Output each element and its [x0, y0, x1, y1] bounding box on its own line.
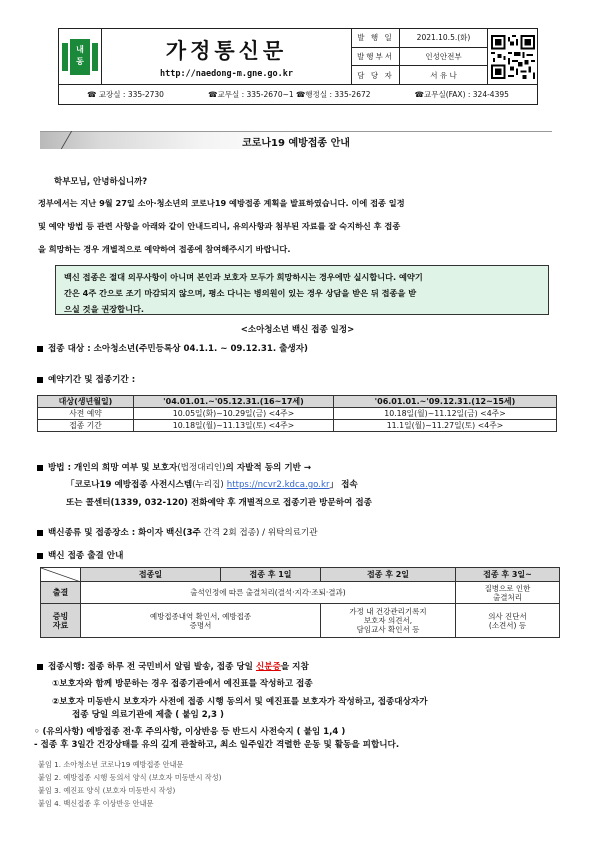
school-logo: 내 동	[59, 29, 101, 84]
method-callcenter-line: 또는 콜센터(1339, 032-120) 전화예약 후 개별적으로 접종기관 방문하여 접종	[66, 498, 372, 508]
caution-note: - 접종 후 3일간 건강상태를 유의 깊게 관찰하고, 최소 일주일간 격렬한 운동 및 활동을 피합니다.	[34, 740, 400, 750]
principal-phone: ☎ 교장실 : 335-2730	[87, 90, 164, 99]
attachment-item[interactable]: 붙임 3. 예진표 양식 (보호자 미동반시 작성)	[38, 786, 176, 795]
table-header: 접종 후 3일~	[456, 568, 560, 582]
table-row: 증빙 자료 예방접종내역 확인서, 예방접종 증명서 가정 내 건강관리기록지 보호자 의견서, 담임교사 확인서 등 의사 진단서 (소견서) 등	[41, 604, 560, 638]
school-url[interactable]: http://naedong-m.gne.go.kr	[159, 69, 294, 79]
table-row: 출결 출석인정에 따른 출결처리(결석·지각·조퇴·결과) 질병으로 인한 출결처리	[41, 582, 560, 604]
target-line: 접종 대상 : 소아청소년(주민등록상 04.1.1. ~ 09.12.31. 출생자)	[37, 342, 308, 354]
attendance-heading: 백신 접종 출결 안내	[37, 549, 123, 561]
table-header: 접종 후 2일	[321, 568, 456, 582]
table-row: 사전 예약 10.05일(화)~10.29일(금) <4주> 10.18일(월)~11.12일(금) <4주>	[38, 408, 557, 420]
issue-meta-table: 발 행 일 2021.10.5.(화) 발행부서 인성안전부 담 당 자 서 유 나	[351, 29, 487, 84]
voluntary-notice-box: 백신 접종은 절대 의무사항이 아니며 본인과 보호자 모두가 희망하시는 경우에만 실시합니다. 예약기 간은 4주 간으로 조기 마감되지 않으며, 평소 다니는 병의원이 있는 경우 상담을 받은 뒤 접종을 받 으실 것을 권장합니다.	[55, 265, 549, 315]
period-heading: 예약기간 및 접종기간 :	[37, 373, 135, 385]
vaccination-procedure: 접종시행: 접종 하루 전 국민비서 알림 발송, 접종 당일 신분증을 지참	[37, 660, 309, 672]
method-line: 방법 : 개인의 희망 여부 및 보호자(법정대리인)의 자발적 동의 기반 →	[37, 461, 311, 473]
contact-phones	[58, 85, 538, 105]
section-heading: 코로나19 예방접종 안내	[40, 131, 552, 149]
greeting: 학부모님, 안녕하십니까?	[54, 177, 148, 187]
intro-line: 정부에서는 지난 9월 27일 소아·청소년의 코로나19 예방접종 계획을 발표하였습니다. 이에 접종 일정	[38, 198, 405, 208]
table-row: 접종 기간 10.18일(월)~11.13일(토) <4주> 11.1일(월)~11.27일(토) <4주>	[38, 420, 557, 432]
diagonal-cell	[41, 568, 81, 582]
schedule-table	[37, 395, 557, 432]
procedure-item: 접종 당일 의료기관에 제출 ( 붙임 2,3 )	[72, 710, 224, 720]
newsletter-title: 가정통신문	[165, 39, 288, 63]
schedule-title: <소아청소년 백신 접종 일정>	[240, 325, 355, 335]
table-header: 접종 후 1일	[221, 568, 321, 582]
attachment-item[interactable]: 붙임 1. 소아청소년 코로나19 예방접종 안내문	[38, 760, 184, 769]
attachment-item[interactable]: 붙임 4. 백신접종 후 이상반응 안내문	[38, 799, 154, 808]
newsletter-header	[58, 28, 538, 85]
intro-line: 을 희망하는 경우 개별적으로 예약하여 접종에 참여해주시기 바랍니다.	[38, 244, 291, 254]
fax-number: ☎교무실(FAX) : 324-4395	[414, 90, 509, 99]
table-header: '04.01.01.~'05.12.31.(16~17세)	[134, 396, 334, 408]
table-header: 대상(생년월일)	[38, 396, 134, 408]
caution-note: ◦ (유의사항) 예방접종 전·후 주의사항, 이상반응 등 반드시 사전숙지 ( 붙임 1,4 )	[34, 727, 346, 737]
intro-line: 및 예약 방법 등 관련 사항을 아래와 같이 안내드리니, 유의사항과 첨부된 자료를 잘 숙지하신 후 접종	[38, 221, 401, 231]
vaccine-line: 백신종류 및 접종장소 : 화이자 백신(3주 간격 2회 접종) / 위탁의료기관	[37, 526, 318, 538]
table-header: 접종일	[81, 568, 221, 582]
attendance-table	[40, 567, 560, 638]
method-system-line: 「코로나19 예방접종 사전시스템(누리집) https://ncvr2.kdca.go.kr」 접속	[66, 480, 358, 490]
procedure-item: ①보호자와 함께 방문하는 경우 접종기관에서 예진표를 작성하고 접종	[52, 679, 313, 689]
ncvr-link[interactable]: https://ncvr2.kdca.go.kr	[226, 480, 330, 490]
table-header: '06.01.01.~'09.12.31.(12~15세)	[334, 396, 557, 408]
office-phones: ☎교무실 : 335-2670~1 ☎행정실 : 335-2672	[208, 90, 371, 99]
procedure-item: ②보호자 미동반시 보호자가 사전에 접종 시행 동의서 및 예진표를 보호자가 작성하고, 접종대상자가	[52, 697, 428, 707]
qr-code-icon[interactable]	[487, 29, 537, 84]
attachment-item[interactable]: 붙임 2. 예방접종 시행 동의서 양식 (보호자 미동반시 작성)	[38, 773, 222, 782]
